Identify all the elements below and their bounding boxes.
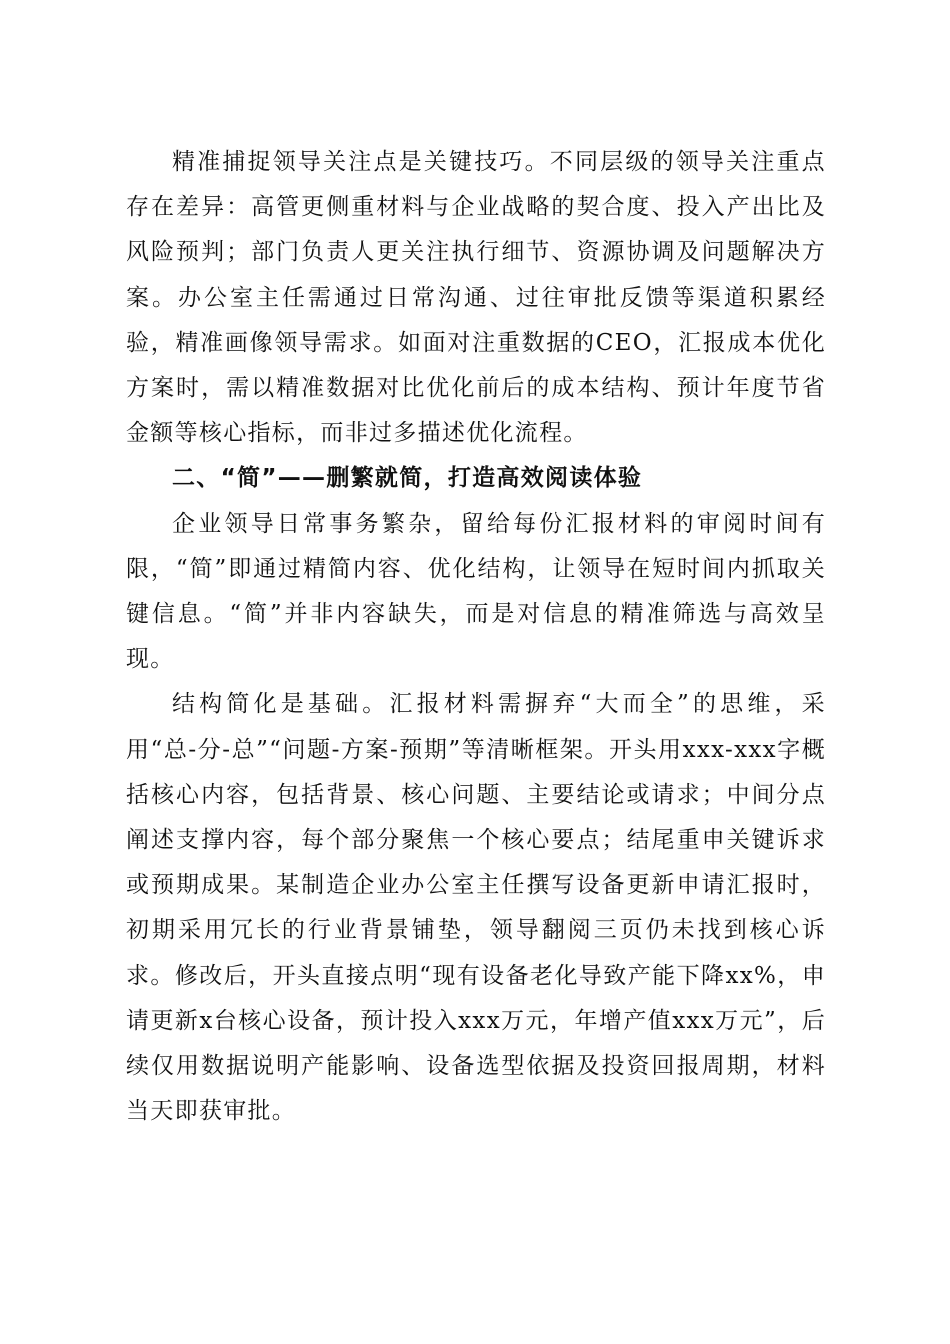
document-body (126, 140, 826, 1134)
paragraph-leadership-focus: 精准捕捉领导关注点是关键技巧。不同层级的领导关注重点存在差异：高管更侧重材料与企业战略的契合度、投入产出比及风险预判；部门负责人更关注执行细节、资源协调及问题解决方案。办公室主任需通过日常沟通、过往审批反馈等渠道积累经验，精准画像领导需求。如面对注重数据的CEO，汇报成本优化方案时，需以精准数据对比优化前后的成本结构、预计年度节省金额等核心指标，而非过多描述优化流程。 (126, 149, 826, 447)
paragraph-jian-intro: 企业领导日常事务繁杂，留给每份汇报材料的审阅时间有限，“简”即通过精简内容、优化结构，让领导在短时间内抓取关键信息。“简”并非内容缺失，而是对信息的精准筛选与高效呈现。 (126, 510, 826, 673)
section-heading-jian: 二、“简”——删繁就简，打造高效阅读体验 (172, 465, 643, 492)
paragraph-structure-simplification: 结构简化是基础。汇报材料需摒弃“大而全”的思维，采用“总-分-总”“问题-方案-预期”等清晰框架。开头用xxx-xxx字概括核心内容，包括背景、核心问题、主要结论或请求；中间分点阐述支撑内容，每个部分聚焦一个核心要点；结尾重申关键诉求或预期成果。某制造企业办公室主任撰写设备更新申请汇报时，初期采用冗长的行业背景铺垫，领导翻阅三页仍未找到核心诉求。修改后，开头直接点明“现有设备老化导致产能下降xx%，申请更新x台核心设备，预计投入xxx万元，年增产值xxx万元”，后续仅用数据说明产能影响、设备选型依据及投资回报周期，材料当天即获审批。 (126, 691, 827, 1125)
